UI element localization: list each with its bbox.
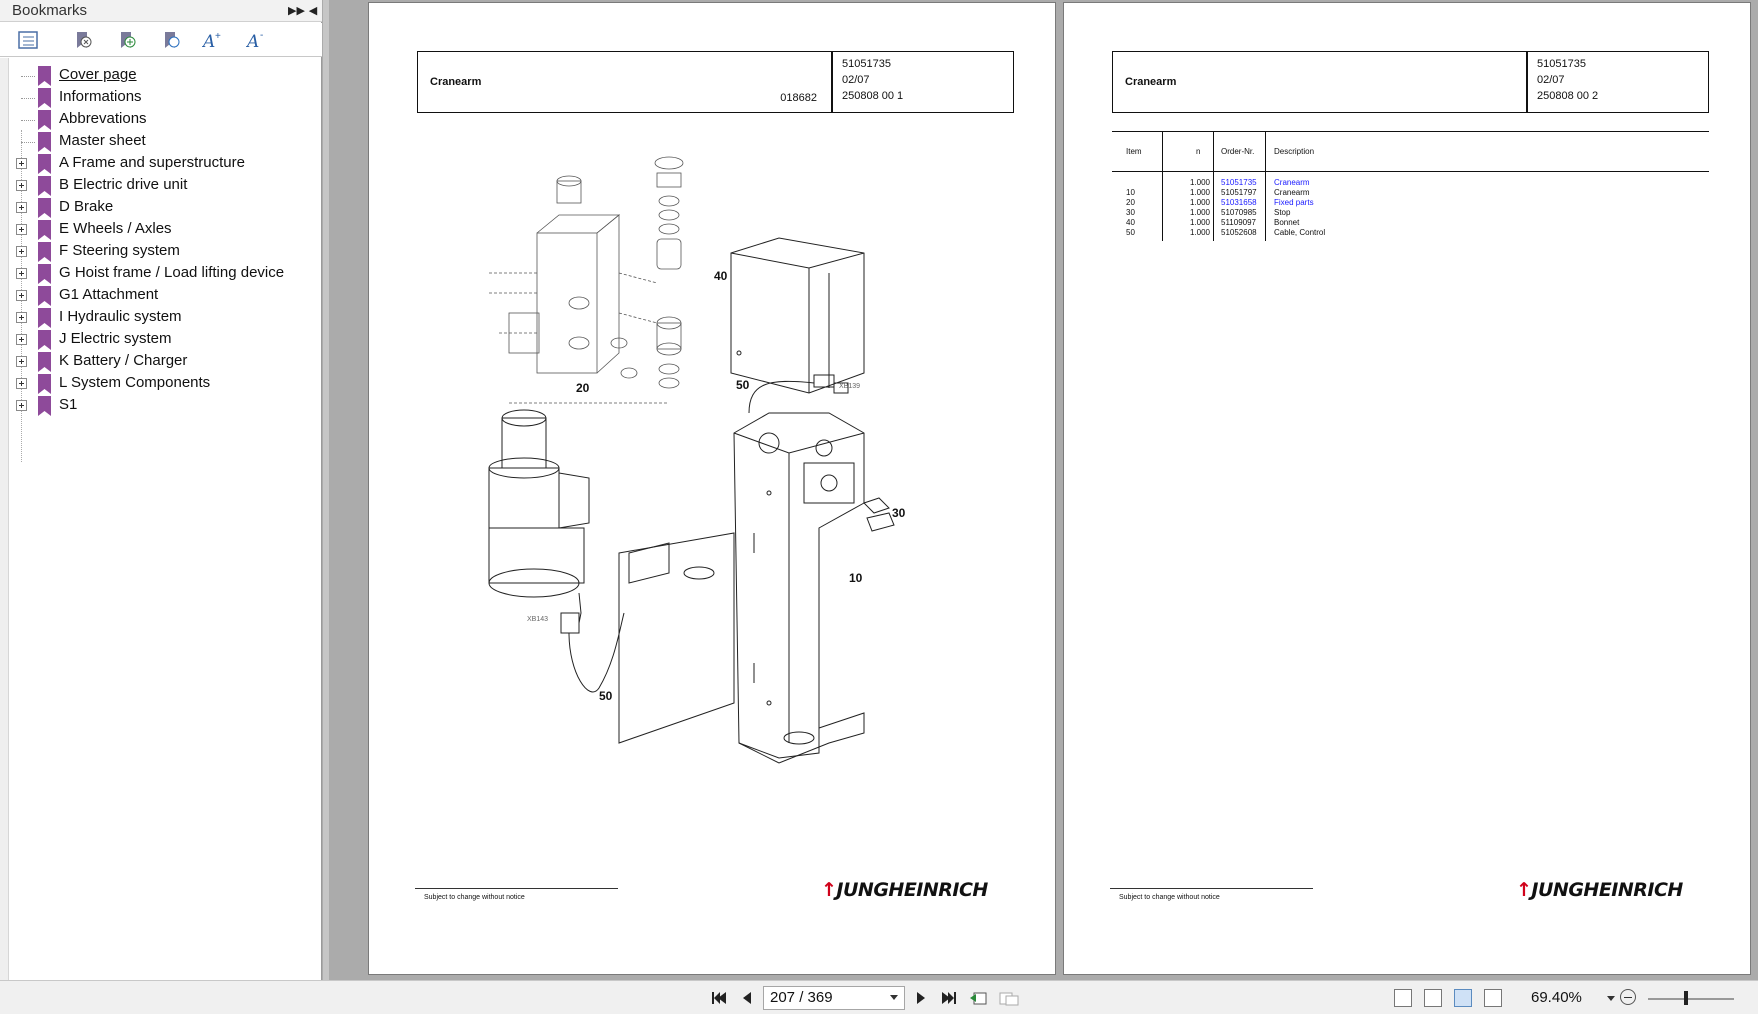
expand-panel-icon[interactable]: ▶▶ [288, 5, 305, 17]
cell-item: 10 [1126, 188, 1135, 197]
col-header-n: n [1196, 147, 1201, 156]
cell-item: 30 [1126, 208, 1135, 217]
cell-order: 51109097 [1221, 218, 1256, 227]
continuous-view-icon[interactable] [1424, 989, 1442, 1007]
connector-xb143-label: XB143 [527, 616, 549, 623]
bookmark-label: G Hoist frame / Load lifting device [59, 264, 285, 281]
page-number-value: 207 / 369 [770, 989, 833, 1006]
bookmarks-header [0, 0, 322, 22]
bookmark-label: B Electric drive unit [59, 176, 188, 193]
last-page-icon[interactable] [940, 990, 958, 1006]
cell-n: 1.000 [1189, 208, 1210, 217]
bookmark-item[interactable] [14, 197, 314, 219]
sheet-ref: 250808 00 2 [1537, 90, 1599, 102]
part-title: Cranearm [430, 76, 482, 88]
cell-desc[interactable]: Cranearm [1274, 178, 1310, 187]
bookmark-label: D Brake [59, 198, 114, 215]
bookmark-icon [38, 242, 51, 262]
expand-icon[interactable] [16, 400, 27, 411]
motor-part [489, 410, 589, 623]
col-header-order: Order-Nr. [1221, 147, 1255, 156]
next-view-icon[interactable] [998, 990, 1020, 1006]
bookmark-label: J Electric system [59, 330, 172, 347]
callout-40: 40 [714, 269, 728, 283]
expand-icon[interactable] [16, 268, 27, 279]
bookmark-options-icon[interactable] [17, 30, 39, 50]
svg-text:+: + [215, 31, 221, 42]
callout-50-bottom: 50 [599, 689, 613, 703]
cell-desc: Cable, Control [1274, 228, 1326, 237]
bookmark-icon [38, 396, 51, 416]
cell-n: 1.000 [1189, 188, 1210, 197]
cell-desc: Bonnet [1274, 218, 1300, 227]
page-drawing [368, 2, 1056, 975]
column-part [619, 413, 864, 763]
bookmark-icon [38, 374, 51, 394]
footer-rule [1110, 888, 1313, 889]
cell-desc: Stop [1274, 208, 1291, 217]
tree-branch-line [21, 98, 35, 99]
bookmark-item[interactable] [14, 175, 314, 197]
expand-icon[interactable] [16, 246, 27, 257]
connector-xb139-label: XB139 [839, 383, 861, 390]
bookmark-label: Master sheet [59, 132, 146, 149]
svg-text:A: A [247, 32, 260, 50]
cell-order[interactable]: 51051735 [1221, 178, 1257, 187]
bookmark-icon [38, 286, 51, 306]
bookmark-label: Informations [59, 88, 142, 105]
logo-text: JUNGHEINRICH [1531, 879, 1683, 901]
table-row [1112, 188, 1709, 198]
title-block-divider [1526, 52, 1528, 112]
cell-desc: Cranearm [1274, 188, 1310, 197]
bookmark-item[interactable] [14, 351, 314, 373]
bookmark-label: G1 Attachment [59, 286, 159, 303]
bookmark-label: E Wheels / Axles [59, 220, 172, 237]
title-block [417, 51, 1014, 113]
revision-date: 02/07 [842, 74, 870, 86]
stop-part [864, 498, 894, 531]
title-block-divider [831, 52, 833, 112]
zoom-slider[interactable] [1648, 998, 1734, 1000]
callout-50-top: 50 [736, 378, 750, 392]
exploded-view-drawing [469, 143, 929, 863]
table-row[interactable] [1112, 198, 1709, 208]
cell-order[interactable]: 51031658 [1221, 198, 1257, 207]
collapse-panel-icon[interactable]: ◀ [308, 5, 318, 17]
table-header-rule [1112, 171, 1709, 172]
bookmarks-panel [0, 0, 322, 980]
footer-notice: Subject to change without notice [424, 894, 525, 901]
expand-icon[interactable] [16, 224, 27, 235]
bookmark-label: K Battery / Charger [59, 352, 188, 369]
expand-icon[interactable] [16, 290, 27, 301]
previous-view-icon[interactable] [968, 990, 990, 1006]
cell-order: 51052608 [1221, 228, 1257, 237]
bookmark-item[interactable] [14, 65, 314, 87]
bookmark-item[interactable] [14, 329, 314, 351]
bookmark-item[interactable] [14, 285, 314, 307]
bookmark-icon [38, 352, 51, 372]
zoom-dropdown-icon[interactable] [1607, 996, 1615, 1001]
increase-font-icon[interactable] [202, 30, 224, 50]
bookmark-icon [38, 264, 51, 284]
document-view[interactable] [329, 0, 1758, 980]
panel-rail [0, 58, 9, 980]
bookmark-item[interactable] [14, 263, 314, 285]
find-bookmark-icon[interactable] [160, 30, 182, 50]
bookmark-icon [38, 66, 51, 86]
expand-icon[interactable] [16, 378, 27, 389]
table-row[interactable] [1112, 178, 1709, 188]
bookmark-item[interactable] [14, 373, 314, 395]
table-row [1112, 208, 1709, 218]
brand-logo [821, 879, 988, 901]
col-header-description: Description [1274, 147, 1315, 156]
svg-text:A: A [203, 32, 216, 50]
expand-icon[interactable] [16, 334, 27, 345]
cell-item: 50 [1126, 228, 1135, 237]
bookmark-item[interactable] [14, 131, 314, 153]
zoom-out-icon[interactable] [1620, 989, 1636, 1005]
footer-rule [415, 888, 618, 889]
cell-desc[interactable]: Fixed parts [1274, 198, 1314, 207]
first-page-icon[interactable] [710, 990, 728, 1006]
callout-10: 10 [849, 571, 863, 585]
part-number: 51051735 [842, 58, 891, 70]
callout-20: 20 [576, 381, 590, 395]
cell-n: 1.000 [1189, 178, 1210, 187]
facing-pages-view-icon[interactable] [1454, 989, 1472, 1007]
bookmark-icon [38, 132, 51, 152]
delete-bookmark-icon[interactable] [72, 30, 94, 50]
cell-n: 1.000 [1189, 228, 1210, 237]
part-title: Cranearm [1125, 76, 1177, 88]
brand-logo [1516, 879, 1683, 901]
bookmark-icon [38, 110, 51, 130]
logo-text: JUNGHEINRICH [836, 879, 988, 901]
col-header-item: Item [1126, 147, 1142, 156]
tree-branch-line [21, 76, 35, 77]
bookmark-item[interactable] [14, 153, 314, 175]
bookmark-label: Abbrevations [59, 110, 147, 127]
bookmark-label: Cover page [59, 66, 137, 83]
bonnet-part [731, 238, 864, 393]
part-number: 51051735 [1537, 58, 1586, 70]
expand-icon[interactable] [16, 312, 27, 323]
bookmarks-title: Bookmarks [12, 2, 88, 19]
title-block [1112, 51, 1709, 113]
table-row [1112, 228, 1709, 238]
expand-icon[interactable] [16, 158, 27, 169]
continuous-facing-view-icon[interactable] [1484, 989, 1502, 1007]
previous-page-icon[interactable] [738, 990, 756, 1006]
cell-item: 20 [1126, 198, 1135, 207]
bookmark-icon [38, 198, 51, 218]
single-page-view-icon[interactable] [1394, 989, 1412, 1007]
svg-text:-: - [260, 30, 264, 41]
bookmark-icon [38, 220, 51, 240]
bookmark-icon [38, 308, 51, 328]
page-dropdown-icon[interactable] [890, 995, 898, 1000]
upper-assembly [489, 157, 683, 403]
bookmark-item[interactable] [14, 219, 314, 241]
bookmark-item[interactable] [14, 241, 314, 263]
bookmark-item[interactable] [14, 395, 314, 417]
revision-date: 02/07 [1537, 74, 1565, 86]
expand-icon[interactable] [16, 180, 27, 191]
bookmark-icon [38, 330, 51, 350]
callout-30: 30 [892, 506, 906, 520]
table-row [1112, 218, 1709, 228]
logo-arrow-icon: ↑ [1516, 879, 1532, 901]
footer-notice: Subject to change without notice [1119, 894, 1220, 901]
expand-icon[interactable] [16, 202, 27, 213]
cell-n: 1.000 [1189, 218, 1210, 227]
bookmark-label: F Steering system [59, 242, 180, 259]
expand-icon[interactable] [16, 356, 27, 367]
bookmark-icon [38, 154, 51, 174]
bookmark-icon [38, 176, 51, 196]
logo-arrow-icon: ↑ [821, 879, 837, 901]
bookmark-label: S1 [59, 396, 78, 413]
tree-branch-line [21, 142, 35, 143]
tree-branch-line [21, 120, 35, 121]
bookmark-item[interactable] [14, 307, 314, 329]
bookmark-item[interactable] [14, 109, 314, 131]
decrease-font-icon[interactable] [246, 30, 268, 50]
next-page-icon[interactable] [912, 990, 930, 1006]
sheet-ref: 250808 00 1 [842, 90, 904, 102]
page-number-input[interactable] [763, 986, 905, 1010]
bookmark-label: L System Components [59, 374, 211, 391]
navigation-bar [0, 980, 1758, 1014]
cell-order: 51070985 [1221, 208, 1257, 217]
table-top-rule [1112, 131, 1709, 132]
drawing-code: 018682 [780, 92, 817, 104]
zoom-level[interactable]: 69.40% [1531, 989, 1582, 1006]
page-parts-list [1063, 2, 1751, 975]
bookmark-icon [38, 88, 51, 108]
bookmark-label: I Hydraulic system [59, 308, 182, 325]
zoom-slider-handle[interactable] [1684, 991, 1688, 1005]
cell-order: 51051797 [1221, 188, 1257, 197]
bookmark-item[interactable] [14, 87, 314, 109]
bookmarks-toolbar [0, 23, 322, 57]
bookmark-label: A Frame and superstructure [59, 154, 245, 171]
add-bookmark-icon[interactable] [116, 30, 138, 50]
cell-item: 40 [1126, 218, 1135, 227]
cell-n: 1.000 [1189, 198, 1210, 207]
